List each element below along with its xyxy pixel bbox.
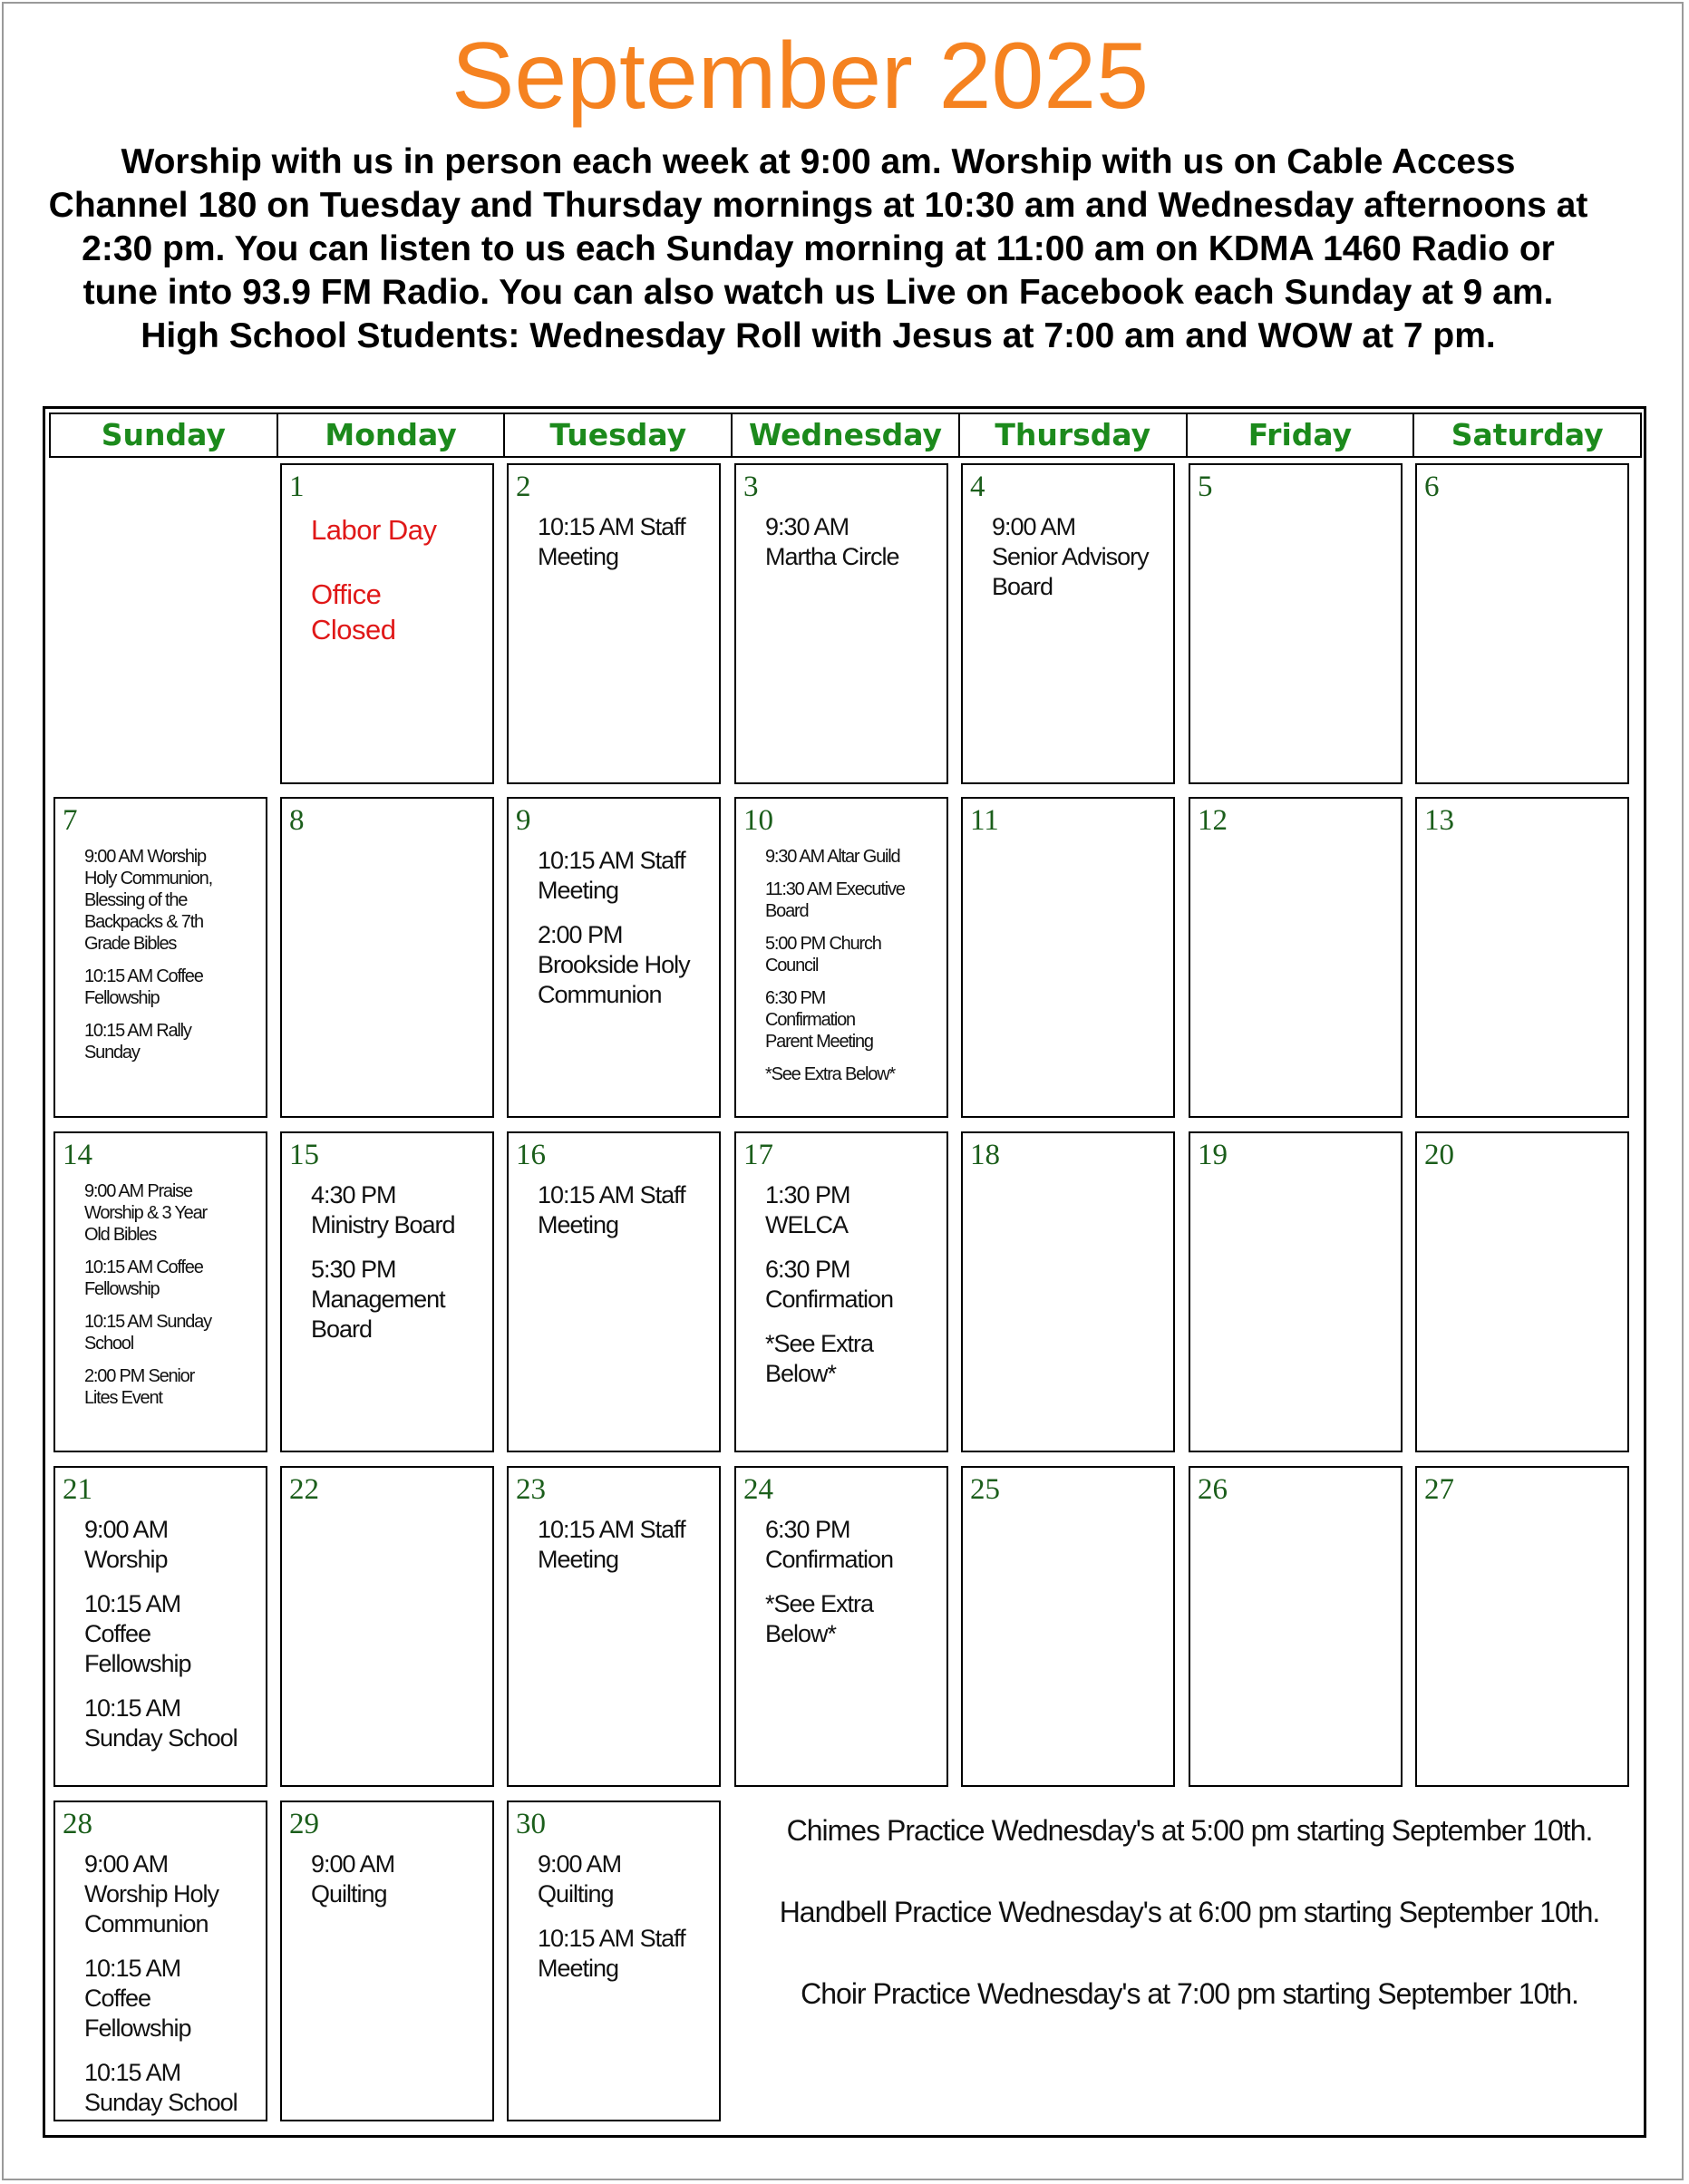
weekday-wednesday: Wednesday	[733, 414, 960, 456]
day-cell	[53, 1131, 267, 1452]
weekday-sunday: Sunday	[51, 414, 278, 456]
calendar-event: 9:00 AM Praise Worship & 3 Year Old Bibles	[84, 1181, 207, 1245]
calendar-event: 10:15 AM Staff Meeting	[538, 1181, 685, 1238]
day-cell	[507, 1801, 721, 2121]
day-number: 18	[970, 1139, 1000, 1171]
day-number: 25	[970, 1473, 1000, 1506]
calendar-event: 10:15 AM Staff Meeting	[538, 1925, 685, 1982]
day-number: 22	[289, 1473, 319, 1506]
day-number: 17	[743, 1139, 773, 1171]
extra-notes	[732, 1812, 1647, 2057]
day-number: 20	[1424, 1139, 1454, 1171]
calendar-event: 10:15 AM Sunday School	[84, 1312, 211, 1354]
day-cell	[53, 1801, 267, 2121]
day-events	[538, 1515, 713, 1589]
note-choir: Choir Practice Wednesday's at 7:00 pm starting September 10th.	[801, 1977, 1578, 2010]
day-cell	[1415, 1466, 1629, 1787]
day-number: 30	[516, 1808, 546, 1840]
day-number: 23	[516, 1473, 546, 1506]
day-cell	[280, 1801, 494, 2121]
calendar-event: 10:15 AM Staff Meeting	[538, 513, 685, 570]
day-events	[765, 1180, 941, 1403]
day-cell	[961, 1466, 1175, 1787]
calendar-event: 6:30 PM Confirmation	[765, 1256, 894, 1313]
day-number: 28	[63, 1808, 92, 1840]
weekday-tuesday: Tuesday	[505, 414, 733, 456]
calendar-event: 10:15 AM Staff Meeting	[538, 1516, 685, 1573]
day-cell	[961, 797, 1175, 1118]
day-events	[84, 1180, 260, 1420]
day-number: 8	[289, 804, 305, 837]
day-cell	[734, 797, 948, 1118]
day-cell	[280, 1131, 494, 1452]
day-cell	[280, 797, 494, 1118]
day-cell	[961, 1131, 1175, 1452]
day-number: 1	[289, 471, 305, 503]
calendar-event: 2:00 PM Brookside Holy Communion	[538, 921, 690, 1008]
calendar-event: 5:00 PM Church Council	[765, 934, 881, 976]
weekday-thursday: Thursday	[960, 414, 1188, 456]
day-events	[765, 1515, 941, 1664]
day-events	[538, 846, 713, 1024]
calendar-event: 9:30 AM Martha Circle	[765, 513, 899, 570]
day-events	[538, 1849, 713, 1998]
day-cell	[1189, 1466, 1403, 1787]
intro-line: High School Students: Wednesday Roll with Jesus at 7:00 am and WOW at 7 pm.	[141, 316, 1496, 355]
note-handbell: Handbell Practice Wednesday's at 6:00 pm starting September 10th.	[779, 1896, 1600, 1928]
weekday-friday: Friday	[1188, 414, 1415, 456]
calendar-grid	[43, 406, 1646, 2138]
day-cell	[507, 463, 721, 784]
day-cell	[1415, 463, 1629, 784]
weekday-saturday: Saturday	[1414, 414, 1642, 456]
day-number: 10	[743, 804, 773, 837]
day-cell	[734, 1466, 948, 1787]
day-number: 27	[1424, 1473, 1454, 1506]
day-cell	[1415, 797, 1629, 1118]
day-events	[311, 1849, 487, 1924]
day-number: 21	[63, 1473, 92, 1506]
day-events	[311, 1180, 487, 1359]
calendar-event: 10:15 AM Coffee Fellowship	[84, 1590, 191, 1677]
weekday-monday: Monday	[278, 414, 506, 456]
calendar-event: 10:15 AM Rally Sunday	[84, 1021, 191, 1063]
intro-line: 2:30 pm. You can listen to us each Sunday morning at 11:00 am on KDMA 1460 Radio or	[82, 229, 1555, 268]
calendar-event: 10:15 AM Staff Meeting	[538, 847, 685, 904]
day-number: 19	[1198, 1139, 1228, 1171]
calendar-event: *See Extra Below*	[765, 1330, 874, 1387]
day-number: 26	[1198, 1473, 1228, 1506]
day-number: 16	[516, 1139, 546, 1171]
day-cell	[734, 463, 948, 784]
day-events	[84, 846, 260, 1074]
calendar-event: 9:00 AM Quilting	[311, 1850, 395, 1907]
day-events	[311, 512, 487, 676]
day-number: 6	[1424, 471, 1440, 503]
day-number: 4	[970, 471, 985, 503]
intro-paragraph	[36, 141, 1600, 358]
day-events	[538, 512, 713, 587]
day-cell	[507, 1131, 721, 1452]
day-number: 5	[1198, 471, 1213, 503]
calendar-event: Office Closed	[311, 578, 396, 645]
day-cell	[280, 463, 494, 784]
day-cell	[1189, 1131, 1403, 1452]
day-cell	[53, 797, 267, 1118]
page-title: September 2025	[451, 24, 1149, 129]
day-number: 15	[289, 1139, 319, 1171]
calendar-event: 6:30 PM Confirmation	[765, 1516, 894, 1573]
day-number: 13	[1424, 804, 1454, 837]
day-number: 29	[289, 1808, 319, 1840]
day-cell	[507, 797, 721, 1118]
calendar-event: 10:15 AM Sunday School	[84, 2059, 238, 2116]
day-number: 12	[1198, 804, 1228, 837]
day-cell	[280, 1466, 494, 1787]
note-chimes: Chimes Practice Wednesday's at 5:00 pm starting September 10th.	[786, 1814, 1593, 1847]
intro-line: tune into 93.9 FM Radio. You can also watch us Live on Facebook each Sunday at 9 am.	[83, 273, 1554, 312]
calendar-event: 1:30 PM WELCA	[765, 1181, 850, 1238]
calendar-event: 9:00 AM Quilting	[538, 1850, 622, 1907]
day-number: 24	[743, 1473, 773, 1506]
calendar-event: 10:15 AM Coffee Fellowship	[84, 1955, 191, 2042]
day-cell	[1189, 463, 1403, 784]
calendar-event: Labor Day	[311, 514, 437, 546]
day-number: 14	[63, 1139, 92, 1171]
day-events	[84, 1515, 260, 1768]
calendar-event: 9:00 AM Worship Holy Communion, Blessing of the Backpacks & 7th Grade Bibles	[84, 847, 212, 954]
day-cell	[734, 1131, 948, 1452]
calendar-event: *See Extra Below*	[765, 1590, 874, 1647]
day-cell	[961, 463, 1175, 784]
day-events	[765, 512, 941, 587]
day-cell	[1189, 797, 1403, 1118]
calendar-event: 9:30 AM Altar Guild	[765, 847, 900, 867]
calendar-event: 4:30 PM Ministry Board	[311, 1181, 455, 1238]
calendar-event: 10:15 AM Sunday School	[84, 1694, 238, 1752]
calendar-event: *See Extra Below*	[765, 1064, 896, 1084]
intro-line: Channel 180 on Tuesday and Thursday mornings at 10:30 am and Wednesday afternoons at	[48, 186, 1588, 225]
weekday-header-row	[49, 413, 1642, 458]
day-number: 2	[516, 471, 531, 503]
day-number: 9	[516, 804, 531, 837]
day-events	[538, 1180, 713, 1255]
calendar-event: 10:15 AM Coffee Fellowship	[84, 1257, 203, 1299]
day-events	[765, 846, 941, 1096]
day-number: 11	[970, 804, 999, 837]
day-events	[84, 1849, 260, 2121]
day-events	[992, 512, 1168, 616]
day-cell	[1415, 1131, 1629, 1452]
calendar-event: 2:00 PM Senior Lites Event	[84, 1366, 195, 1408]
day-cell	[507, 1466, 721, 1787]
calendar-event: 6:30 PM Confirmation Parent Meeting	[765, 988, 873, 1052]
day-number: 3	[743, 471, 759, 503]
day-number: 7	[63, 804, 78, 837]
calendar-event: 9:00 AM Worship	[84, 1516, 169, 1573]
calendar-event: 9:00 AM Senior Advisory Board	[992, 513, 1149, 600]
intro-line: Worship with us in person each week at 9:00 am. Worship with us on Cable Access	[121, 142, 1516, 181]
calendar-event: 11:30 AM Executive Board	[765, 879, 905, 921]
calendar-event: 5:30 PM Management Board	[311, 1256, 445, 1343]
calendar-event: 9:00 AM Worship Holy Communion	[84, 1850, 219, 1937]
calendar-event: 10:15 AM Coffee Fellowship	[84, 966, 203, 1008]
day-cell	[53, 1466, 267, 1787]
